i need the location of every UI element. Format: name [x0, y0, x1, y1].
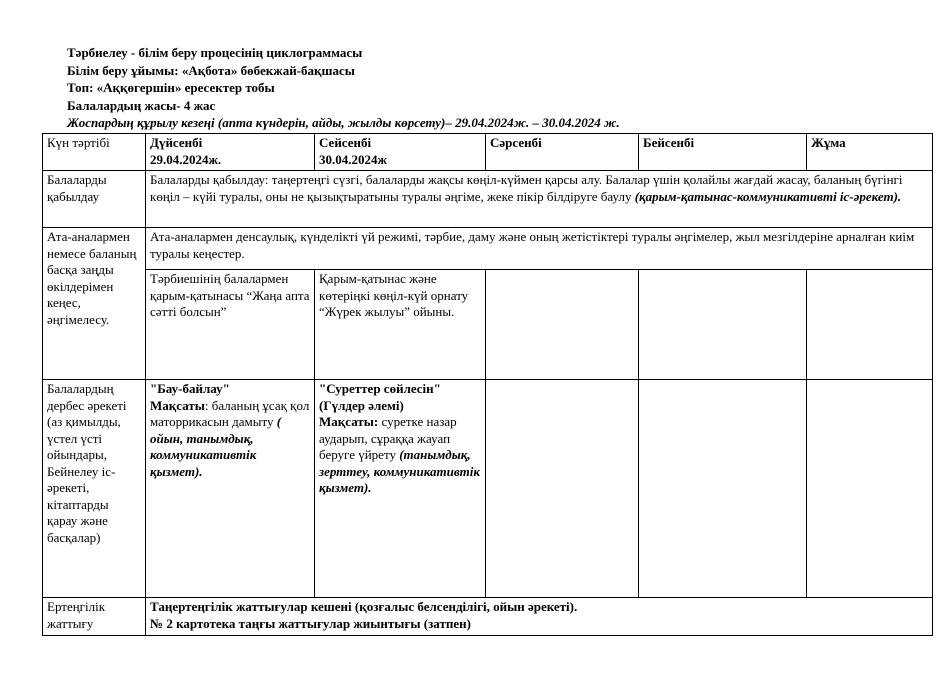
header-daily-routine: Күн тәртібі: [43, 134, 146, 171]
activity-tuesday-type: (танымдық, зерттеу, коммуникативтік қызмет).: [319, 447, 480, 495]
activity-wednesday: [486, 380, 639, 598]
table-row: [43, 171, 933, 228]
row-label-reception: Балаларды қабылдау: [43, 171, 146, 228]
activity-monday-goal-label: Мақсаты: [150, 397, 205, 413]
activity-monday: [146, 380, 315, 598]
parents-wednesday: [486, 270, 639, 380]
reception-description: [146, 171, 933, 228]
document-header: [67, 44, 620, 132]
table-row: [43, 270, 933, 380]
parents-friday: [807, 270, 933, 380]
group-line: Топ: «Аққөгершін» ересектер тобы: [67, 80, 275, 95]
tuesday-date: 30.04.2024ж: [319, 151, 387, 167]
header-tuesday: [315, 134, 486, 171]
activity-tuesday-goal-label: Мақсаты:: [319, 414, 379, 429]
table-row: [43, 598, 933, 636]
reception-activity: (қарым-қатынас-коммуникативті іс-әрекет).: [634, 188, 902, 204]
activity-tuesday: [315, 380, 486, 598]
parents-thursday: [639, 270, 807, 380]
activity-thursday: [639, 380, 807, 598]
parents-description: Ата-аналармен денсаулық, күнделікті үй режимі, тәрбие, даму және оның жетістіктері туралы әңгімелер, жыл мезгілдеріне арналған киім туралы кеңестер.: [146, 228, 933, 270]
morning-exercise-line1: Таңертеңгілік жаттығулар кешені (қозғалыс белсенділігі, ойын әрекеті).: [150, 599, 578, 614]
activity-monday-type: ( ойын, танымдық, коммуникативтік қызмет).: [150, 414, 282, 479]
header-thursday: Бейсенбі: [639, 134, 807, 171]
row-label-parents: Ата-аналармен немесе баланың басқа заңды өкілдерімен кеңес, әңгімелесу.: [43, 228, 146, 380]
schedule-table: [42, 133, 933, 636]
activity-friday: [807, 380, 933, 598]
header-monday: [146, 134, 315, 171]
row-label-independent-activity: Балалардың дербес әрекеті (аз қимылды, үстел үсті ойындары, Бейнелеу іс-әрекеті, кітаптарды қарау және басқалар): [43, 380, 146, 598]
monday-label: Дүйсенбі: [150, 135, 203, 150]
activity-monday-title: "Бау-байлау": [150, 381, 230, 396]
doc-title: Тәрбиелеу - білім беру процесінің циклограммасы: [67, 45, 363, 60]
activity-monday-goal: : баланың ұсақ қол маторрикасын дамыту: [150, 397, 310, 429]
tuesday-label: Сейсенбі: [319, 135, 372, 150]
table-header-row: [43, 134, 933, 171]
age-line: Балалардың жасы- 4 жас: [67, 97, 216, 113]
table-row: [43, 380, 933, 598]
morning-exercise-line2: № 2 картотека таңғы жаттығулар жиынтығы (затпен): [150, 615, 471, 631]
activity-tuesday-goal: суретке назар аударып, сұраққа жауап беруге үйрету: [319, 414, 457, 462]
table-row: [43, 228, 933, 270]
morning-exercise-description: [146, 598, 933, 636]
header-wednesday: Сәрсенбі: [486, 134, 639, 171]
parents-monday: Тәрбиешінің балалармен қарым-қатынасы “Жаңа апта сәтті болсын”: [146, 270, 315, 380]
header-friday: Жұма: [807, 134, 933, 171]
monday-date: 29.04.2024ж.: [150, 151, 222, 167]
organization-line: Білім беру ұйымы: «Ақбота» бөбекжай-бақшасы: [67, 62, 355, 78]
row-label-morning-exercise: Ертеңгілік жаттығу: [43, 598, 146, 636]
parents-tuesday: Қарым-қатынас және көтеріңкі көңіл-күй орнату “Жүрек жылуы” ойыны.: [315, 270, 486, 380]
reception-text: Балаларды қабылдау: таңертеңгі сүзгі, балаларды жақсы көңіл-күймен қарсы алу. Балалар үшін қолайлы жағдай жасау, баланың бүгінгі көңіл – күйі туралы, оны не қызықтыратыны туралы әңгіме, жеке пікір білдіруге баулу: [150, 172, 903, 204]
activity-tuesday-title: "Суреттер сөйлесін" (Гүлдер әлемі): [319, 381, 441, 413]
plan-period-line: Жоспардың құрылу кезеңі (апта күндерін, айды, жылды көрсету)– 29.04.2024ж. – 30.04.2024 ж.: [67, 115, 620, 130]
